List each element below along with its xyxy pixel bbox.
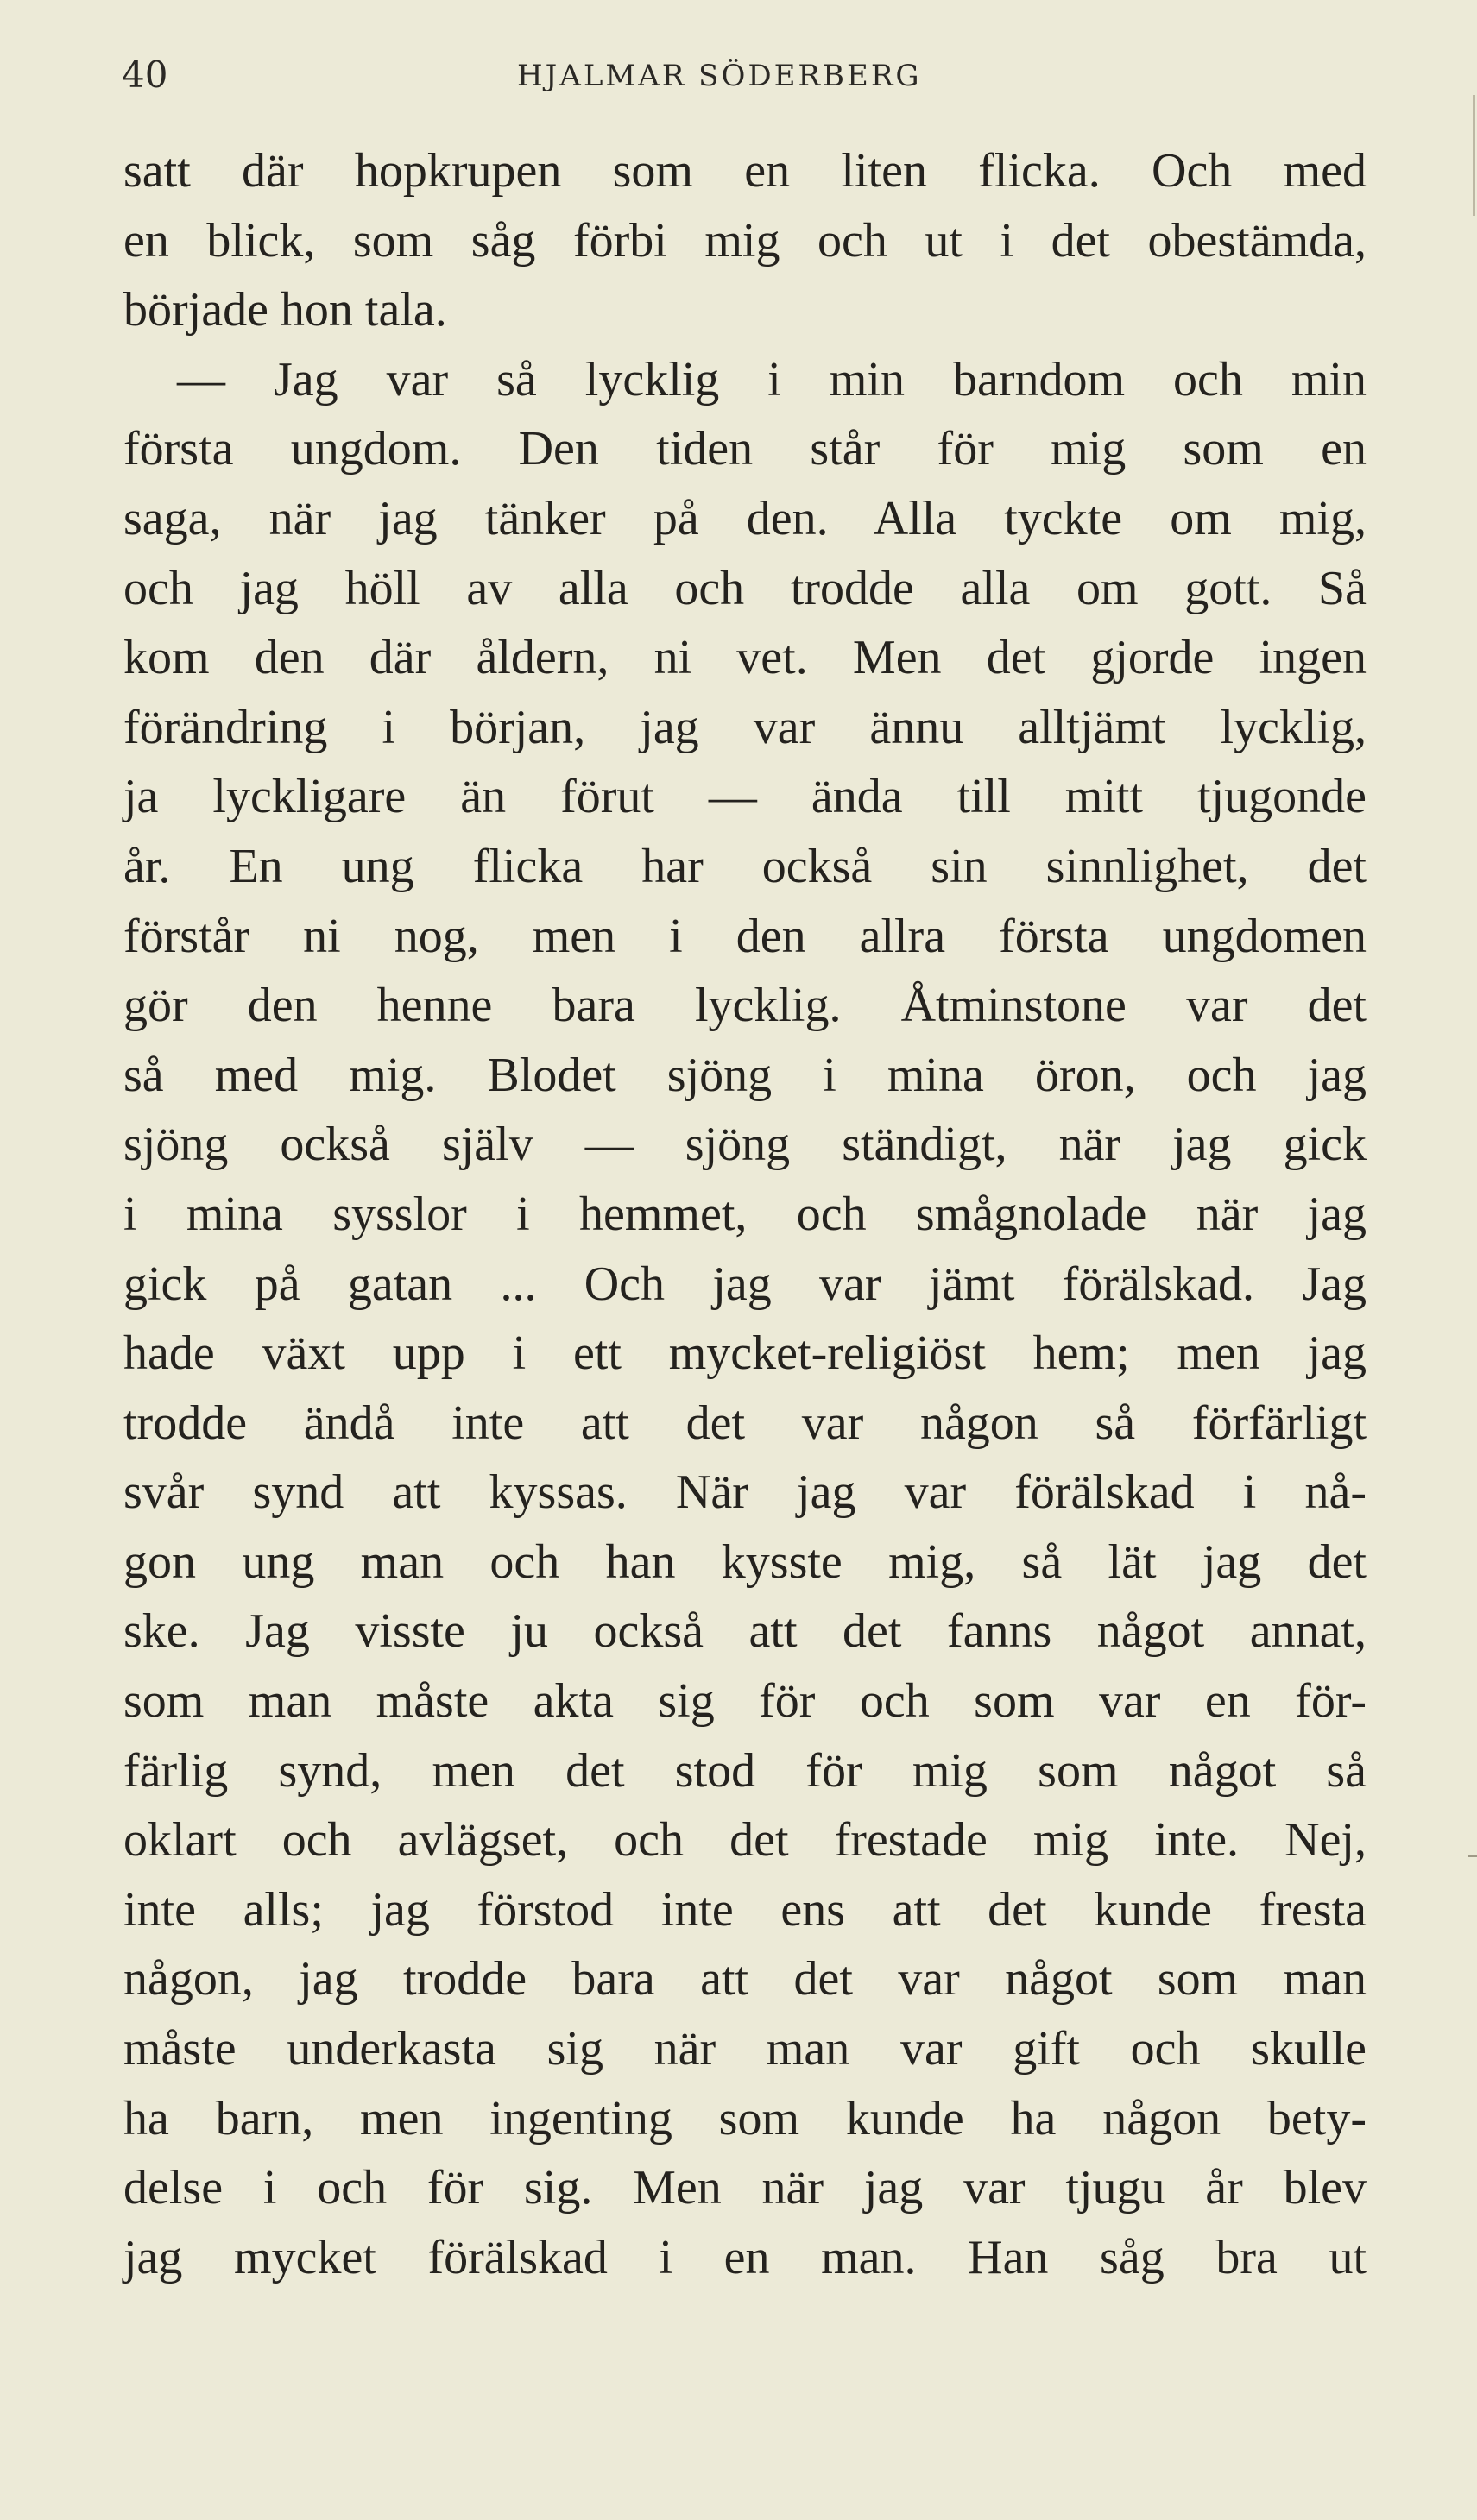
text-line: ja lyckligare än förut — ända till mitt tjugonde xyxy=(123,770,1367,824)
text-line: förändring i början, jag var ännu alltjämt lycklig, xyxy=(123,700,1367,754)
text-line: trodde ändå inte att det var någon så förfärligt xyxy=(123,1395,1367,1450)
text-line: gon ung man och han kysste mig, så lät jag det xyxy=(123,1534,1367,1589)
text-line: jag mycket förälskad i en man. Han såg bra ut xyxy=(123,2230,1367,2284)
page-number: 40 xyxy=(122,54,168,96)
text-line: gör den henne bara lycklig. Åtminstone var det xyxy=(123,979,1367,1033)
text-line: en blick, som såg förbi mig och ut i det obestämda, xyxy=(123,213,1367,268)
text-line: någon, jag trodde bara att det var något som man xyxy=(123,1952,1367,2007)
margin-mark xyxy=(1468,1855,1477,1857)
text-line: färlig synd, men det stod för mig som något så xyxy=(123,1743,1367,1798)
text-line: började hon tala. xyxy=(123,283,447,337)
text-line: svår synd att kyssas. När jag var förälskad i nå- xyxy=(123,1465,1367,1520)
text-line: som man måste akta sig för och som var en för- xyxy=(123,1674,1367,1729)
text-line: i mina sysslor i hemmet, och smågnolade när jag xyxy=(123,1187,1367,1241)
text-line: kom den där åldern, ni vet. Men det gjorde ingen xyxy=(123,631,1367,685)
page-header xyxy=(122,54,1365,97)
text-line: förstår ni nog, men i den allra första ungdomen xyxy=(123,909,1367,963)
body-text xyxy=(123,136,1367,2292)
text-line: inte alls; jag förstod inte ens att det kunde fresta xyxy=(123,1882,1367,1937)
text-line: — Jag var så lycklig i min barndom och min xyxy=(177,352,1367,406)
page-edge-shadow xyxy=(1473,95,1475,216)
text-line: första ungdom. Den tiden står för mig som en xyxy=(123,422,1367,476)
text-line: och jag höll av alla och trodde alla om gott. Så xyxy=(123,561,1367,615)
text-line: gick på gatan ... Och jag var jämt förälskad. Jag xyxy=(123,1257,1367,1311)
text-line: hade växt upp i ett mycket-religiöst hem; men jag xyxy=(123,1326,1367,1381)
running-head: HJALMAR SÖDERBERG xyxy=(517,59,922,93)
text-line: ske. Jag visste ju också att det fanns något annat, xyxy=(123,1604,1367,1659)
text-line: satt där hopkrupen som en liten flicka. Och med xyxy=(123,144,1367,198)
text-line: oklart och avlägset, och det frestade mig inte. Nej, xyxy=(123,1813,1367,1868)
text-line: ha barn, men ingenting som kunde ha någon bety- xyxy=(123,2091,1367,2145)
text-line: år. En ung flicka har också sin sinnlighet, det xyxy=(123,839,1367,893)
text-line: delse i och för sig. Men när jag var tjugu år blev xyxy=(123,2161,1367,2215)
text-line: sjöng också själv — sjöng ständigt, när jag gick xyxy=(123,1118,1367,1172)
text-line: måste underkasta sig när man var gift och skulle xyxy=(123,2022,1367,2076)
text-line: saga, när jag tänker på den. Alla tyckte om mig, xyxy=(123,491,1367,545)
text-line: så med mig. Blodet sjöng i mina öron, och jag xyxy=(123,1048,1367,1102)
